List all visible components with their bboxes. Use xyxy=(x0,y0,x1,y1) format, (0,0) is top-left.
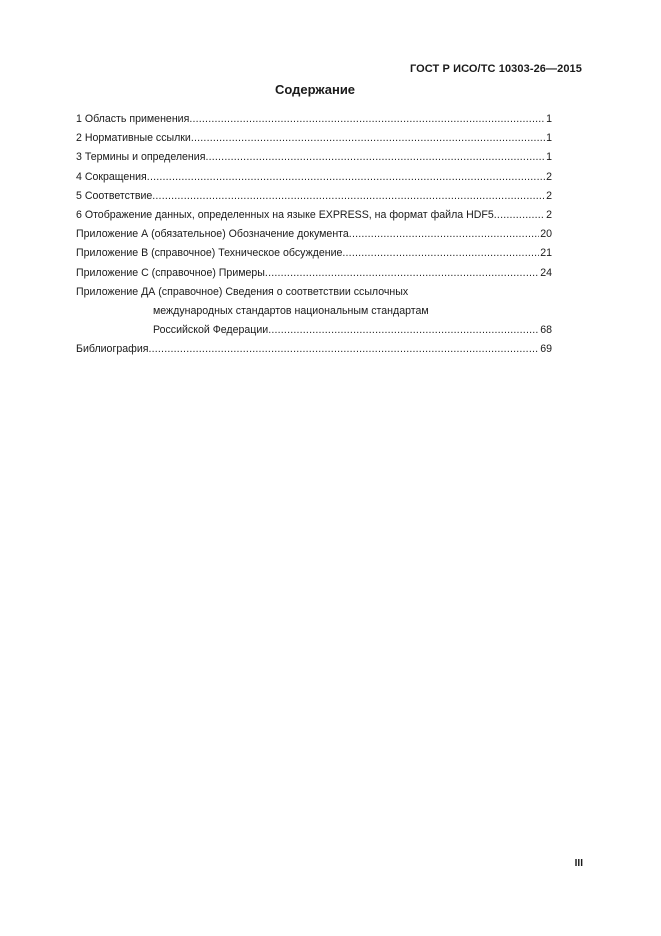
toc-entry-page: 21 xyxy=(540,247,552,260)
toc-entry-page: 1 xyxy=(546,151,552,164)
toc-entry-label: 4 Сокращения xyxy=(76,170,147,183)
toc-entry-label: 1 Область применения xyxy=(76,113,190,125)
toc-leader xyxy=(148,340,539,359)
toc-entry-annex-da[interactable] xyxy=(76,283,552,302)
toc-entry-label: 5 Соответствие xyxy=(76,189,153,202)
toc-entry-normative-references[interactable] xyxy=(76,129,552,148)
toc-leader xyxy=(349,225,539,244)
toc-entry-label: Библиография xyxy=(76,343,149,356)
toc-entry-bibliography[interactable] xyxy=(76,340,552,359)
page-number: III xyxy=(574,858,583,869)
toc-leader xyxy=(191,129,545,148)
toc-entry-label-continued: международных стандартов национальным стандартам xyxy=(153,304,429,317)
toc-entry-page: 1 xyxy=(546,113,552,125)
toc-entry-conformance[interactable] xyxy=(76,187,552,206)
toc-entry-label: 3 Термины и определения xyxy=(76,151,206,164)
toc-entry-label: Приложение А (обязательное) Обозначение документа xyxy=(76,228,349,241)
toc-entry-page: 1 xyxy=(546,132,552,145)
toc-entry-scope[interactable] xyxy=(76,110,552,129)
toc-entry-annex-da-line-2[interactable] xyxy=(76,302,552,321)
toc-entry-page: 2 xyxy=(546,189,552,202)
toc-entry-terms[interactable] xyxy=(76,148,552,167)
toc-entry-page: 24 xyxy=(540,266,552,279)
toc-entry-annex-a[interactable] xyxy=(76,225,552,244)
toc-entry-page: 2 xyxy=(546,208,552,221)
toc-leader xyxy=(189,110,545,129)
toc-entry-express-hdf5-mapping[interactable] xyxy=(76,206,552,225)
toc-entry-abbreviations[interactable] xyxy=(76,168,552,187)
toc-entry-label: Приложение ДА (справочное) Сведения о соответствии ссылочных xyxy=(76,285,409,298)
toc-entry-label: 2 Нормативные ссылки xyxy=(76,132,191,145)
toc-entry-page: 69 xyxy=(540,343,552,356)
document-code: ГОСТ Р ИСО/ТС 10303-26—2015 xyxy=(409,63,582,75)
toc-entry-page: 20 xyxy=(540,228,552,241)
toc-leader xyxy=(205,148,545,167)
toc-entry-label-continued: Российской Федерации xyxy=(153,324,269,337)
toc-leader xyxy=(265,264,539,283)
toc-entry-page: 2 xyxy=(546,170,552,183)
toc-entry-annex-c[interactable] xyxy=(76,264,552,283)
toc-entry-page: 68 xyxy=(540,324,552,337)
toc-leader xyxy=(494,206,545,225)
toc-entry-label: 6 Отображение данных, определенных на языке EXPRESS, на формат файла HDF5 xyxy=(76,208,494,221)
toc-leader xyxy=(268,321,539,340)
toc-entry-annex-da-line-3[interactable] xyxy=(76,321,552,340)
toc-leader xyxy=(147,168,545,187)
toc-title: Содержание xyxy=(274,82,356,97)
toc-entry-label: Приложение В (справочное) Техническое обсуждение xyxy=(76,247,343,260)
toc-leader xyxy=(342,244,539,263)
toc-entry-annex-b[interactable] xyxy=(76,244,552,263)
toc-leader xyxy=(152,187,545,206)
toc-entry-label: Приложение С (справочное) Примеры xyxy=(76,266,265,279)
table-of-contents xyxy=(76,110,552,359)
